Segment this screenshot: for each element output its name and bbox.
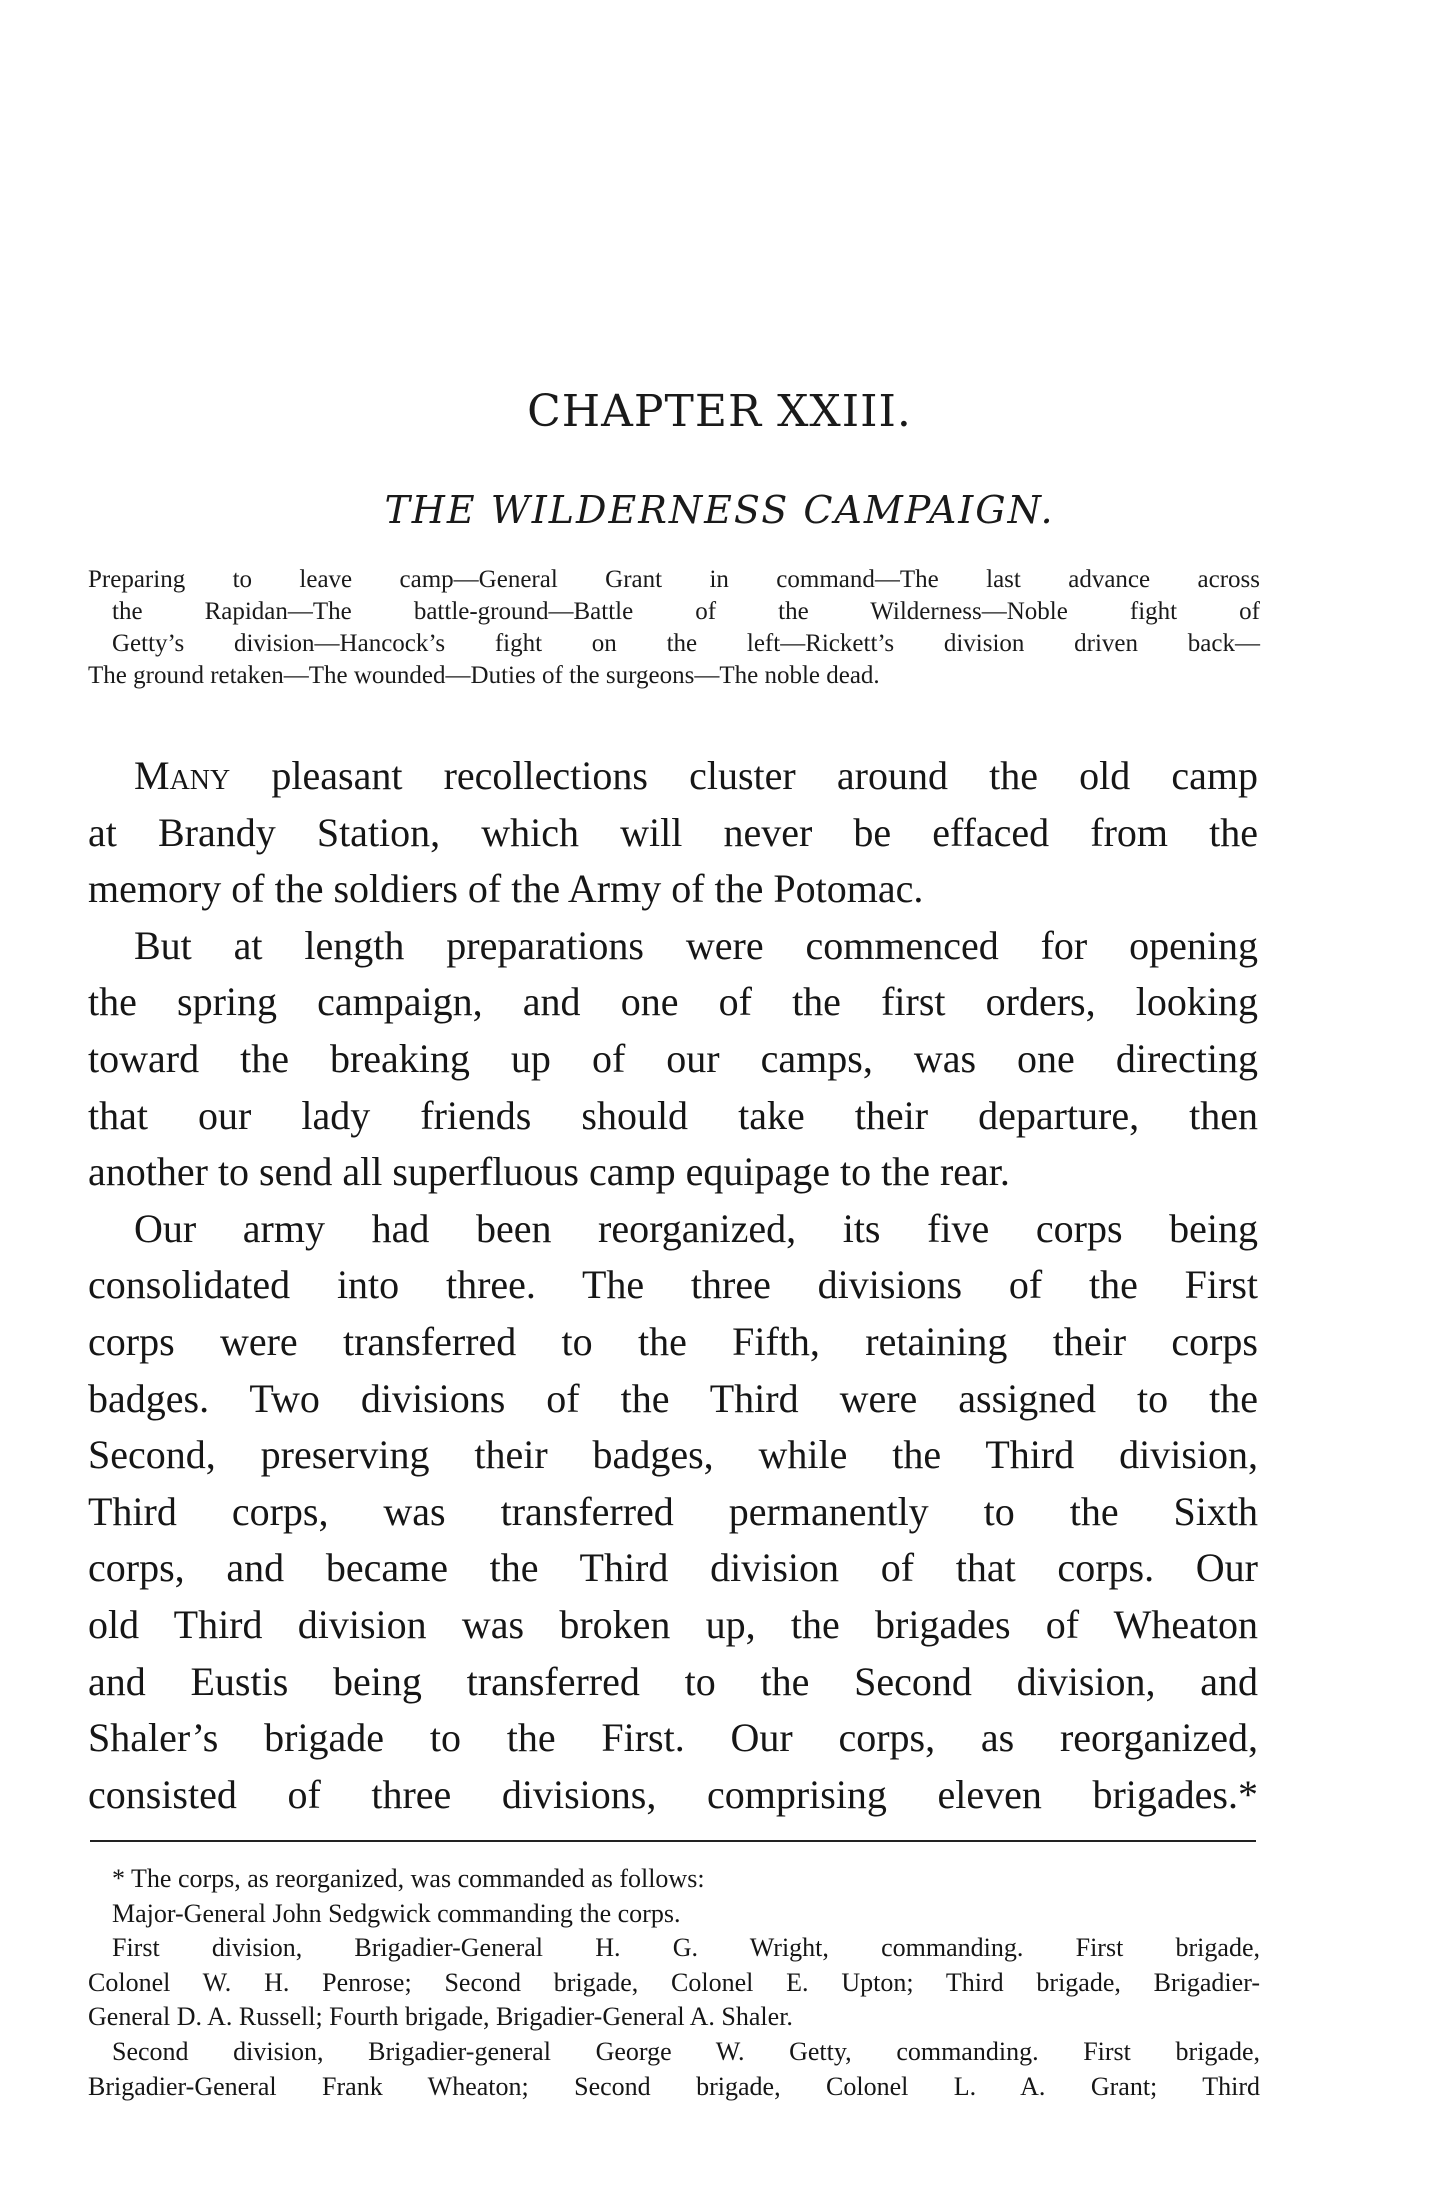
synopsis-line: Getty’s division—Hancock’s fight on the left—Rickett’s division driven back— [112, 630, 1260, 657]
footnote-line: Brigadier-General Frank Wheaton; Second brigade, Colonel L. A. Grant; Third [88, 2071, 1260, 2101]
chapter-heading: CHAPTER XXIII. [527, 386, 912, 437]
footnote-line: Second division, Brigadier-general George W. Getty, commanding. First brigade, [112, 2036, 1260, 2066]
body-line: Our army had been reorganized, its five corps being [134, 1205, 1258, 1251]
body-line: another to send all superfluous camp equipage to the rear. [88, 1149, 1010, 1195]
footnote-line: General D. A. Russell; Fourth brigade, Brigadier-General A. Shaler. [88, 2002, 793, 2032]
body-line: badges. Two divisions of the Third were assigned to the [88, 1375, 1258, 1421]
body-text [88, 748, 1258, 1823]
footnote-line: * The corps, as reorganized, was commanded as follows: [112, 1864, 705, 1893]
footnote-line: Major-General John Sedgwick commanding the corps. [112, 1898, 681, 1928]
body-line: toward the breaking up of our camps, was one directing [88, 1035, 1258, 1081]
footnote [88, 1862, 1260, 2104]
chapter-synopsis [88, 564, 1260, 692]
chapter-subtitle: THE WILDERNESS CAMPAIGN. [384, 488, 1055, 532]
body-line: old Third division was broken up, the brigades of Wheaton [88, 1601, 1258, 1647]
body-line: the spring campaign, and one of the first orders, looking [88, 979, 1258, 1025]
body-line: Shaler’s brigade to the First. Our corps, as reorganized, [88, 1715, 1258, 1761]
body-line: consolidated into three. The three divisions of the First [88, 1262, 1258, 1308]
body-line: consisted of three divisions, comprising eleven brigades.* [88, 1771, 1258, 1817]
body-line: Third corps, was transferred permanently to the Sixth [88, 1488, 1258, 1534]
footnote-line: Colonel W. H. Penrose; Second brigade, Colonel E. Upton; Third brigade, Brigadier- [88, 1967, 1260, 1997]
footnote-line: First division, Brigadier-General H. G. Wright, commanding. First brigade, [112, 1933, 1260, 1963]
synopsis-line: Preparing to leave camp—General Grant in command—The last advance across [88, 566, 1260, 593]
synopsis-line: The ground retaken—The wounded—Duties of the surgeons—The noble dead. [88, 662, 880, 689]
body-line: that our lady friends should take their departure, then [88, 1092, 1258, 1138]
first-line-rest: pleasant recollections cluster around the old camp [230, 753, 1258, 798]
body-line: Second, preserving their badges, while the Third division, [88, 1432, 1258, 1478]
body-line: at Brandy Station, which will never be effaced from the [88, 809, 1258, 855]
body-line: and Eustis being transferred to the Second division, and [88, 1658, 1258, 1704]
synopsis-line: the Rapidan—The battle-ground—Battle of the Wilderness—Noble fight of [112, 598, 1260, 625]
body-line: corps, and became the Third division of that corps. Our [88, 1545, 1258, 1591]
body-line [88, 748, 1258, 805]
body-line: memory of the soldiers of the Army of the Potomac. [88, 866, 924, 912]
drop-word: Many [134, 753, 231, 798]
footnote-divider [90, 1840, 1256, 1842]
body-line: corps were transferred to the Fifth, retaining their corps [88, 1318, 1258, 1364]
body-line: But at length preparations were commenced for opening [134, 922, 1258, 968]
